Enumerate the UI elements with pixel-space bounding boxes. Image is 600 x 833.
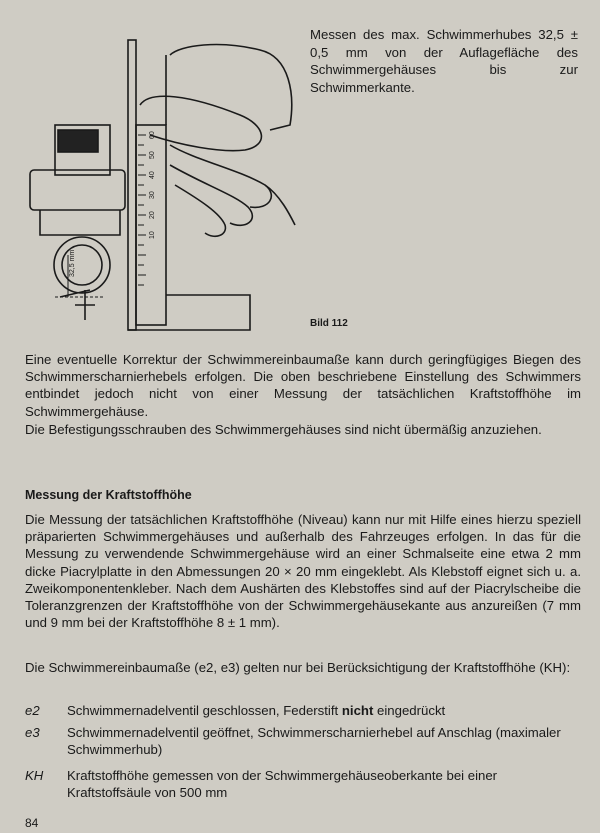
paragraph-measurement: Die Messung der tatsächlichen Kraftstoffhöhe (Niveau) kann nur mit Hilfe eines hierzu speziell präparierten Schwimmergehäuses und außerhalb des Fahrzeuges erfolgen. In das für die Messung zu verwendende Schwimmergehäuse wird an einer Schmalseite eine etwa 2 mm dicke Piacrylplatte in den Abmessungen 20 × 20 mm eingeklebt. Als Klebstoff eignet sich u. a. Zweikomponentenkleber. Nach dem Aushärten des Klebstoffes sind auf der Piacrylscheibe die Toleranzgrenzen der Kraftstoffhöhe von der Schwimmergehäusekante aus anzureißen (7 mm und 9 mm bei der Kraftstoffhöhe 8 ± 1 mm). [25, 512, 581, 631]
scale-tick-label: 40 [149, 171, 156, 179]
definition-key: e3 [25, 725, 40, 740]
scale-tick-label: 20 [149, 211, 156, 219]
scale-tick-label: 60 [149, 131, 156, 139]
paragraph-dimensions: Die Schwimmereinbaumaße (e2, e3) gelten nur bei Berücksichtigung der Kraftstoffhöhe (KH): [25, 660, 571, 675]
definition-text: Schwimmernadelventil geöffnet, Schwimmerscharnierhebel auf Anschlag (maximaler Schwimmerhub) [67, 725, 561, 758]
figure-label: Bild 112 [310, 318, 348, 329]
definition-text: Kraftstoffhöhe gemessen von der Schwimmergehäuseoberkante bei einer Kraftstoffsäule von 500 mm [67, 768, 498, 801]
definition-text: Schwimmernadelventil geschlossen, Federstift nicht eingedrückt [67, 703, 446, 718]
page-number: 84 [25, 816, 39, 830]
section-heading: Messung der Kraftstoffhöhe [25, 488, 192, 502]
dimension-label: 32,5 mm [69, 249, 76, 277]
paragraph-correction: Eine eventuelle Korrektur der Schwimmereinbaumaße kann durch geringfügiges Biegen des Schwimmerscharnierhebels erfolgen. Die oben beschriebene Einstellung des Schwimmers entbindet jedoch nicht von einer Messung der tatsächlichen Kraftstoffhöhe im Schwimmergehäuse. [25, 352, 581, 419]
scale-tick-label: 50 [149, 151, 156, 159]
definition-item [25, 724, 581, 758]
scale-tick-label: 30 [149, 191, 156, 199]
carburetor-measurement-illustration [20, 35, 310, 340]
definition-key: KH [25, 768, 44, 783]
scale-tick-label: 10 [149, 231, 156, 239]
paragraph-screws: Die Befestigungsschrauben des Schwimmergehäuses sind nicht übermäßig anzuziehen. [25, 422, 542, 437]
definition-item [25, 702, 581, 719]
definition-item [25, 767, 581, 801]
definition-key: e2 [25, 703, 40, 718]
figure-caption-text: Messen des max. Schwimmerhubes 32,5 ± 0,5 mm von der Auflagefläche des Schwimmergehäuses bis zur Schwimmerkante. [310, 27, 578, 95]
